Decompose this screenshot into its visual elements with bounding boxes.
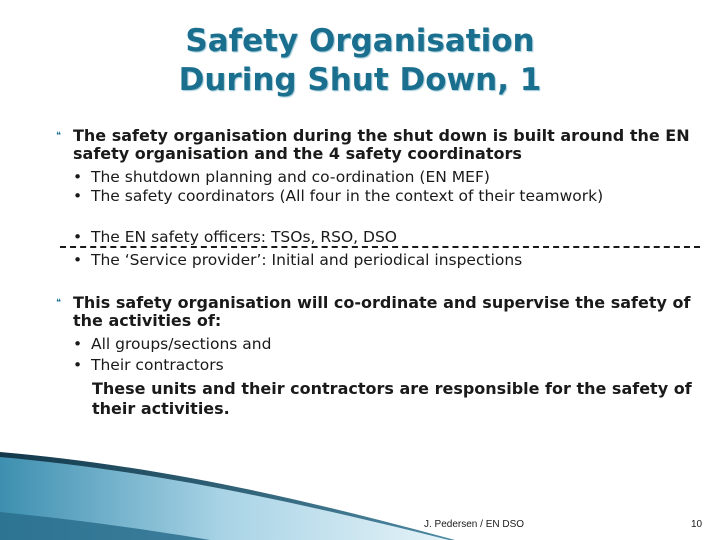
sub-item-text: The EN safety officers: TSOs, RSO, DSO	[91, 228, 398, 246]
sub-item-2	[73, 187, 693, 206]
page-number: 10	[691, 519, 703, 530]
sub-bullet-icon: •	[73, 228, 83, 246]
sub-item-text: The ‘Service provider’: Initial and periodical inspections	[91, 251, 523, 269]
slide-title	[150, 22, 570, 100]
sub-item-1	[73, 168, 693, 187]
sub-item-text: All groups/sections and	[91, 335, 272, 353]
sub-item-4	[73, 251, 693, 270]
bullet-marker-icon: ❝	[56, 131, 61, 141]
bullet-point-2: This safety organisation will co-ordinate and supervise the safety of the activities of:	[73, 293, 691, 330]
slide-title-line-2: During Shut Down, 1	[178, 62, 542, 98]
bullet-point-1: The safety organisation during the shut down is built around the EN safety organisation and the 4 safety coordinators	[73, 126, 690, 163]
sub-item-3	[73, 228, 693, 247]
bullet-marker-icon: ❝	[56, 298, 61, 308]
slide-title-line-1: Safety Organisation	[185, 23, 535, 59]
closing-statement: These units and their contractors are responsible for the safety of their activities.	[92, 379, 692, 418]
footer-author: J. Pedersen / EN DSO	[424, 519, 525, 530]
sub-bullet-icon: •	[73, 251, 83, 269]
sub-bullet-icon: •	[73, 356, 83, 374]
sub-bullet-icon: •	[73, 335, 83, 353]
decorative-swoosh	[0, 440, 720, 540]
sub-item-text: Their contractors	[91, 356, 224, 374]
sub-item-5	[73, 335, 693, 354]
sub-item-text: The shutdown planning and co-ordination (EN MEF)	[91, 168, 490, 186]
sub-bullet-icon: •	[73, 168, 83, 186]
sub-item-text: The safety coordinators (All four in the context of their teamwork)	[91, 187, 604, 205]
sub-item-6	[73, 356, 693, 375]
sub-bullet-icon: •	[73, 187, 83, 205]
